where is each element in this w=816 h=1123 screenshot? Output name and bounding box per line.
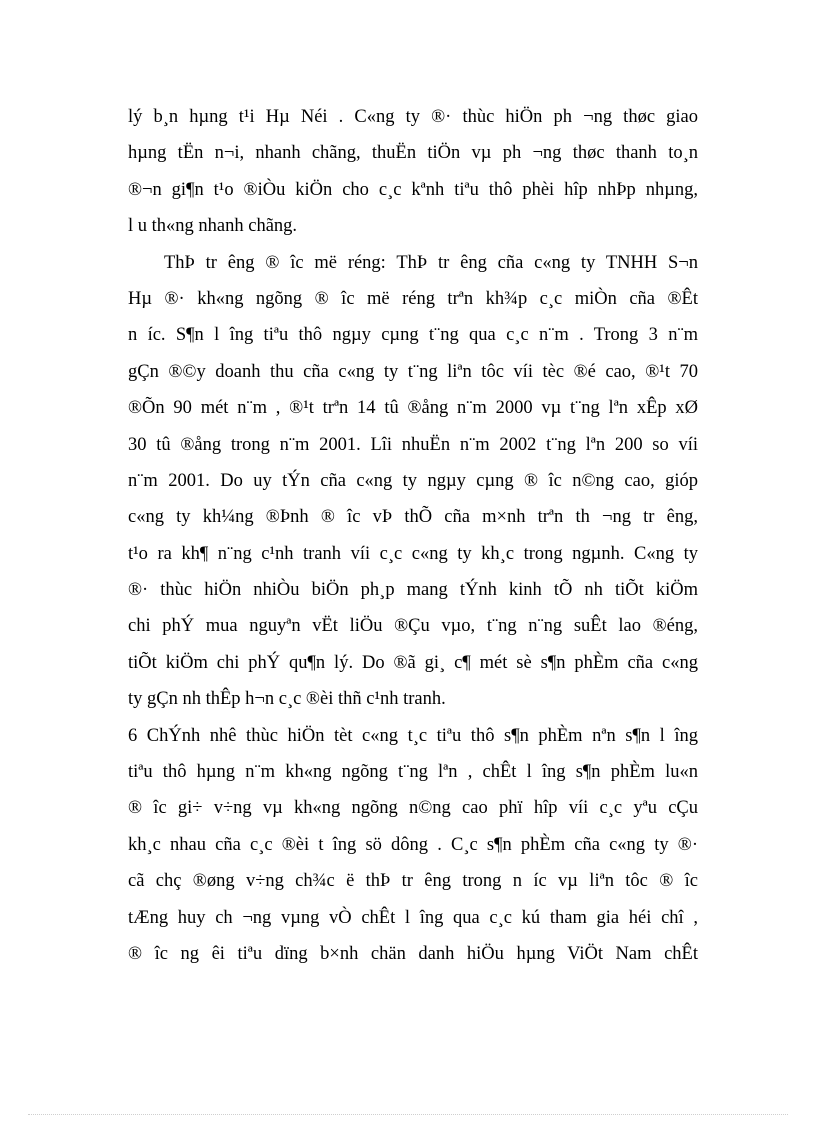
text-line: ®Õn 90 mét n¨m , ®¹t trªn 14 tû ®ång n¨m 2000 vµ t¨ng lªn xÊp xØ [128,398,698,419]
text-line: n íc. S¶n l îng tiªu thô ngµy cµng t¨ng qua c¸c n¨m . Trong 3 n¨m [128,325,698,346]
text-line: Hµ ®· kh«ng ngõng ® îc më réng trªn kh¾p c¸c miÒn cña ®Êt [128,288,698,309]
paragraph-first-line: 6 ChÝnh nhê thùc hiÖn tèt c«ng t¸c tiªu thô s¶n phÈm nªn s¶n l îng [128,725,698,746]
page-bottom-divider [28,1114,788,1115]
text-line: ty gÇn nh thÊp h¬n c¸c ®èi thñ c¹nh tranh. [128,689,446,710]
text-line: ®¬n gi¶n t¹o ®iÒu kiÖn cho c¸c kªnh tiªu thô phèi hîp nhÞp nhµng, [128,179,698,200]
text-line: lý b¸n hµng t¹i Hµ Néi . C«ng ty ®· thùc hiÖn ph ¬ng thøc giao [128,107,698,127]
text-line: tiªu thô hµng n¨m kh«ng ngõng t¨ng lªn , chÊt l îng s¶n phÈm lu«n [128,762,698,783]
text-line: ® îc gi÷ v÷ng vµ kh«ng ngõng n©ng cao phï hîp víi c¸c yªu cÇu [128,798,698,819]
text-line: hµng tËn n¬i, nhanh chãng, thuËn tiÖn vµ ph ¬ng thøc thanh to¸n [128,143,698,164]
text-line: ® îc ng êi tiªu dïng b×nh chän danh hiÖu hµng ViÖt Nam chÊt [128,943,698,964]
text-line: n¨m 2001. Do uy tÝn cña c«ng ty ngµy cµng ® îc n©ng cao, gióp [128,470,698,491]
text-line: tiÕt kiÖm chi phÝ qu¶n lý. Do ®ã gi¸ c¶ mét sè s¶n phÈm cña c«ng [128,652,698,673]
text-line: kh¸c nhau cña c¸c ®èi t îng sö dông . C¸c s¶n phÈm cña c«ng ty ®· [128,834,698,855]
paragraph-first-line: ThÞ tr êng ® îc më réng: ThÞ tr êng cña c«ng ty TNHH S¬n [164,252,698,273]
text-line: ®· thùc hiÖn nhiÒu biÖn ph¸p mang tÝnh kinh tÕ nh tiÕt kiÖm [128,580,698,601]
text-line: c«ng ty kh¼ng ®Þnh ® îc vÞ thÕ cña m×nh trªn th ¬ng tr êng, [128,507,698,528]
text-line: t¹o ra kh¶ n¨ng c¹nh tranh víi c¸c c«ng ty kh¸c trong ngµnh. C«ng ty [128,543,698,564]
text-line: gÇn ®©y doanh thu cña c«ng ty t¨ng liªn tôc víi tèc ®é cao, ®¹t 70 [128,361,698,382]
text-line: 30 tû ®ång trong n¨m 2001. Lîi nhuËn n¨m 2002 t¨ng lªn 200 so víi [128,434,698,455]
text-line: l u th«ng nhanh chãng. [128,216,298,237]
page-body [128,99,698,972]
text-line: chi phÝ mua nguyªn vËt liÖu ®Çu vµo, t¨ng n¨ng suÊt lao ®éng, [128,616,698,637]
text-line: cã chç ®øng v÷ng ch¾c ë thÞ tr êng trong n íc vµ liªn tôc ® îc [128,871,698,892]
text-line: tÆng huy ch ¬ng vµng vÒ chÊt l îng qua c¸c kú tham gia héi chî , [128,907,698,928]
